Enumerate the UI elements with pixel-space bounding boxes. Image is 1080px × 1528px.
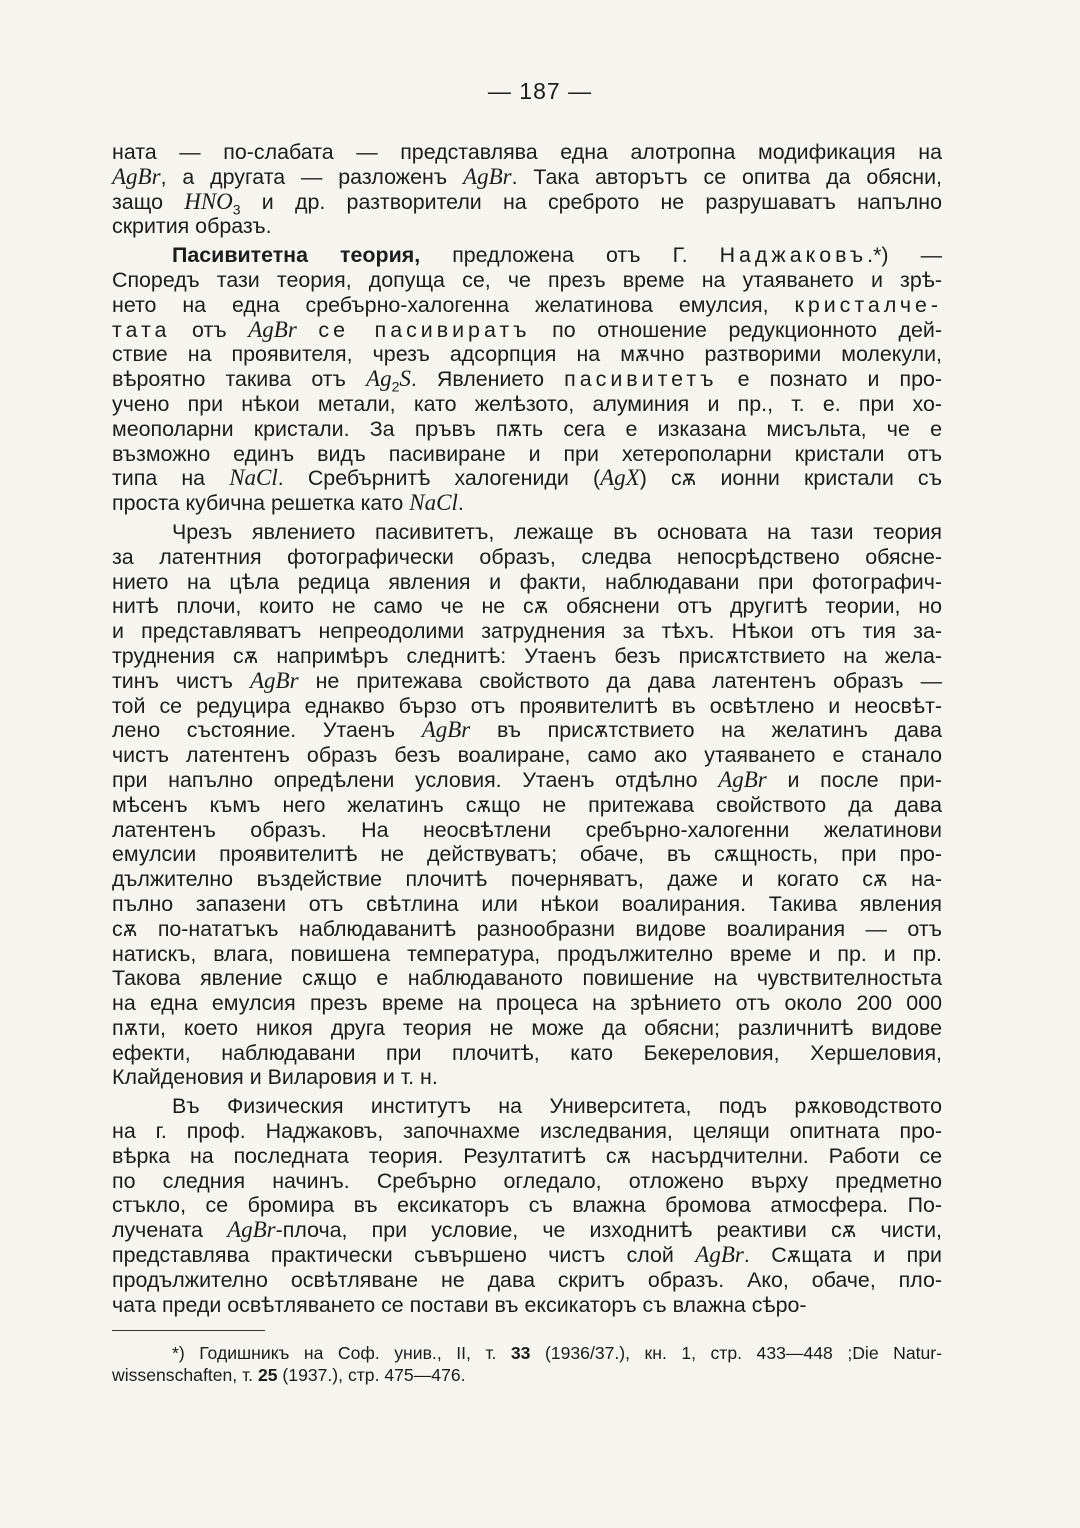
text-run: тинъ чистъ [112, 668, 250, 693]
text-run: меополарни кристали. За пръвъ пѫть сега е изказана мисъльта, че е [112, 416, 942, 441]
text-run: пълно запазени отъ свѣтлина или нѣкои воалирания. Такива явления [112, 891, 942, 916]
text-line [112, 743, 942, 768]
text-run: . Така авторътъ се опитва да обясни, [511, 164, 943, 189]
text-run: той се редуцира еднакво бързо отъ проявителитѣ въ освѣтлено и неосвѣт- [112, 693, 942, 718]
text-run: стъкло, се бромира въ ексикаторъ съ влажна бромова атмосфера. По- [112, 1193, 942, 1218]
bold-text: 25 [257, 1365, 278, 1385]
text-line [112, 917, 942, 942]
text-run: отъ [170, 317, 249, 342]
text-run: чата преди освѣтляването се постави въ ексикаторъ съ влажна сѣро- [112, 1292, 807, 1317]
text-run: . Сѫщата и при [743, 1243, 942, 1268]
text-line [112, 942, 942, 967]
text-line [112, 1144, 942, 1169]
text-run: лено състояние. Утаенъ [112, 718, 422, 743]
text-line [112, 842, 942, 867]
text-line [112, 594, 942, 619]
text-run: типа на [112, 466, 230, 491]
text-run: по отношение редукционното дей- [530, 317, 942, 342]
formula-subscript: 2 [391, 378, 400, 395]
text-line [112, 466, 942, 491]
formula: AgBr [112, 163, 161, 189]
formula: S [399, 366, 411, 392]
text-line [112, 718, 942, 743]
text-line [112, 694, 942, 719]
text-run: Чрезъ явлението пасивитетъ, лежаще въ основата на тази теория [172, 519, 942, 544]
text-run: , а другата — разложенъ [160, 164, 464, 189]
text-run: мѣсенъ къмъ него желатинъ сѫщо не притежава свойството да дава [112, 792, 942, 817]
text-line [112, 545, 942, 570]
text-line [112, 1293, 942, 1318]
formula: AgBr [718, 766, 767, 792]
text-line [112, 491, 942, 516]
text-run: . [457, 491, 464, 516]
text-run: ствие на проявителя, чрезъ адсорпция на мѫчно разтворими молекули, [112, 342, 942, 367]
text-line [112, 818, 942, 843]
text-line [112, 417, 942, 442]
text-line [112, 165, 942, 190]
text-run: Такова явление сѫщо е наблюдаваното повишение на чувствителностьта [112, 966, 942, 991]
text-line [112, 768, 942, 793]
formula: Ag [366, 366, 392, 392]
text-run: (1936/37.), кн. 1, стр. 433—448 ;Die Natur- [530, 1343, 943, 1363]
text-run: пѫти, което никоя друга теория не може да обясни; различнитѣ видове [112, 1015, 942, 1040]
text-line [112, 392, 942, 417]
text-run: на една емулсия презъ време на процеса на зрѣнието отъ около 200 000 [112, 991, 942, 1016]
spaced-emphasis: кристалче- [794, 292, 942, 317]
text-line [112, 1268, 942, 1293]
text-line [112, 293, 942, 318]
text-run: труднения сѫ напримѣръ следнитѣ: Утаенъ безъ присѫтствието на жела- [112, 643, 942, 668]
text-line [112, 1218, 942, 1243]
text-run: учено при нѣкои метали, като желѣзото, алуминия и пр., т. е. при хо- [112, 391, 942, 416]
text-run: емулсии проявителитѣ не действуватъ; обаче, въ сѫщность, при про- [112, 842, 942, 867]
text-run: въ присѫтствието на желатинъ дава [470, 718, 942, 743]
spaced-emphasis: тата [112, 317, 171, 342]
text-line [112, 366, 942, 395]
spaced-emphasis: пасивитетъ [564, 367, 718, 392]
text-run: ефекти, наблюдавани при плочитѣ, като Бекереловия, Хершеловия, [112, 1040, 942, 1065]
formula: AgBr [249, 667, 299, 693]
formula: AgBr [695, 1242, 744, 1268]
text-line [112, 1119, 942, 1144]
text-run: (1937.), стр. 475—476. [277, 1365, 466, 1385]
text-line [112, 1169, 942, 1194]
text-line [112, 892, 942, 917]
text-run: при напълно опредѣлени условия. Утаенъ отдѣлно [112, 767, 719, 792]
text-line [112, 520, 942, 545]
text-line [112, 1193, 942, 1218]
text-run: нето на една сребърно-халогенна желатинова емулсия, [112, 292, 795, 317]
footnote-line [112, 1342, 942, 1364]
text-line [112, 570, 942, 595]
text-run: *) Годишникъ на Соф. унив., II, т. [172, 1343, 511, 1363]
text-line [112, 140, 942, 165]
text-run: проста кубична решетка като [112, 491, 410, 516]
text-line [112, 966, 942, 991]
text-run: продължително освѣтляване не дава скритъ образъ. Ако, обаче, пло- [112, 1267, 942, 1292]
text-line [112, 1041, 942, 1066]
text-run: на г. проф. Наджаковъ, започнахме изследвания, целящи опитната про- [112, 1119, 942, 1144]
formula: AgBr [463, 163, 512, 189]
text-run: лучената [112, 1218, 228, 1243]
text-run: скрития образъ. [112, 214, 272, 239]
text-run: не притежава свойството да дава латентенъ образъ — [298, 668, 942, 693]
bold-text: Пасивитетна теория, [172, 243, 421, 268]
text-run: -плоча, при условие, че изходнитѣ реактиви сѫ чисти, [275, 1218, 942, 1243]
text-run [297, 318, 319, 342]
text-run: . Сребърнитѣ халогениди ( [277, 466, 601, 491]
text-run: нитѣ плочи, които не само че не сѫ обяснени отъ другитѣ теории, но [112, 594, 942, 619]
bold-text: 33 [510, 1343, 531, 1363]
text-run: .*) — [867, 243, 942, 268]
text-run: за латентния фотографически образъ, следва непосрѣдствено обясне- [112, 544, 942, 569]
formula-subscript: 3 [232, 200, 241, 217]
text-line [112, 318, 942, 343]
text-line [112, 669, 942, 694]
text-line [112, 619, 942, 644]
text-line [112, 214, 942, 239]
text-run: вѣрка на последната теория. Резултатитѣ сѫ насърдчителни. Работи се [112, 1143, 942, 1168]
text-run: латентенъ образъ. На неосвѣтлени сребърно-халогенни желатинови [112, 817, 942, 842]
text-line [112, 1065, 942, 1090]
formula: AgX [600, 465, 640, 491]
text-run: и представляватъ непреодолими затруднения за тѣхъ. Нѣкои отъ тия за- [112, 619, 942, 644]
formula: AgBr [227, 1217, 276, 1243]
formula: AgBr [248, 316, 297, 342]
text-line [112, 268, 942, 293]
text-run: натискъ, влага, повишена температура, продължително време и пр. и пр. [112, 941, 942, 966]
text-run: е познато и про- [717, 367, 942, 392]
body-text [112, 140, 942, 1317]
text-line [112, 243, 942, 268]
text-run: Въ Физическия институтъ на Университета, подъ рѫководството [172, 1094, 942, 1119]
text-line [112, 342, 942, 367]
text-run: дължително въздействие плочитѣ почерняватъ, даже и когато сѫ на- [112, 867, 942, 892]
text-run: чистъ латентенъ образъ безъ воалиране, само ако утаяването е станало [112, 743, 942, 768]
text-line [112, 867, 942, 892]
text-run: вѣроятно такива отъ [112, 367, 367, 392]
formula: AgBr [421, 717, 471, 743]
text-run: защо [112, 189, 185, 214]
spaced-emphasis: се пасивиратъ [318, 317, 531, 342]
text-run: Споредъ тази теория, допуща се, че презъ време на утаяването и зрѣ- [112, 267, 942, 292]
text-run: възможно единъ видъ пасивиране и при хетерополарни кристали отъ [112, 441, 942, 466]
text-line [112, 644, 942, 669]
spaced-emphasis: Наджаковъ [719, 243, 868, 268]
text-line [112, 190, 942, 215]
text-run: . Явлението [410, 367, 565, 392]
text-line [112, 442, 942, 467]
text-run: и после при- [766, 767, 942, 792]
text-run: представлява практически съвършено чистъ слой [112, 1243, 696, 1268]
text-run: ната — по-слабата — представлява една алотропна модификация на [112, 140, 942, 164]
text-line [112, 793, 942, 818]
footnote-divider [112, 1330, 265, 1331]
text-run: wissenschaften, т. [112, 1365, 258, 1385]
text-line [112, 1094, 942, 1119]
text-run: по следния начинъ. Сребърно огледало, отложено върху предметно [112, 1168, 942, 1193]
text-run: Клайденовия и Виларовия и т. н. [112, 1065, 438, 1090]
text-run: и др. разтворители на среброто не разрушаватъ напълно [240, 189, 942, 214]
formula: HNO [184, 188, 233, 214]
text-line [112, 1016, 942, 1041]
text-run: предложена отъ Г. [420, 243, 720, 268]
text-line [112, 991, 942, 1016]
text-run: ) сѫ ионни кристали съ [639, 466, 942, 491]
text-run: нието на цѣла редица явления и факти, наблюдавани при фотографич- [112, 569, 942, 594]
text-run: сѫ по-нататъкъ наблюдаванитѣ разнообразни видове воалирания — отъ [112, 916, 942, 941]
footnote [112, 1342, 942, 1386]
page-number: — 187 — [487, 78, 593, 104]
formula: NaCl [409, 490, 458, 516]
footnote-line [112, 1364, 942, 1386]
text-line [112, 1243, 942, 1268]
formula: NaCl [229, 465, 278, 491]
